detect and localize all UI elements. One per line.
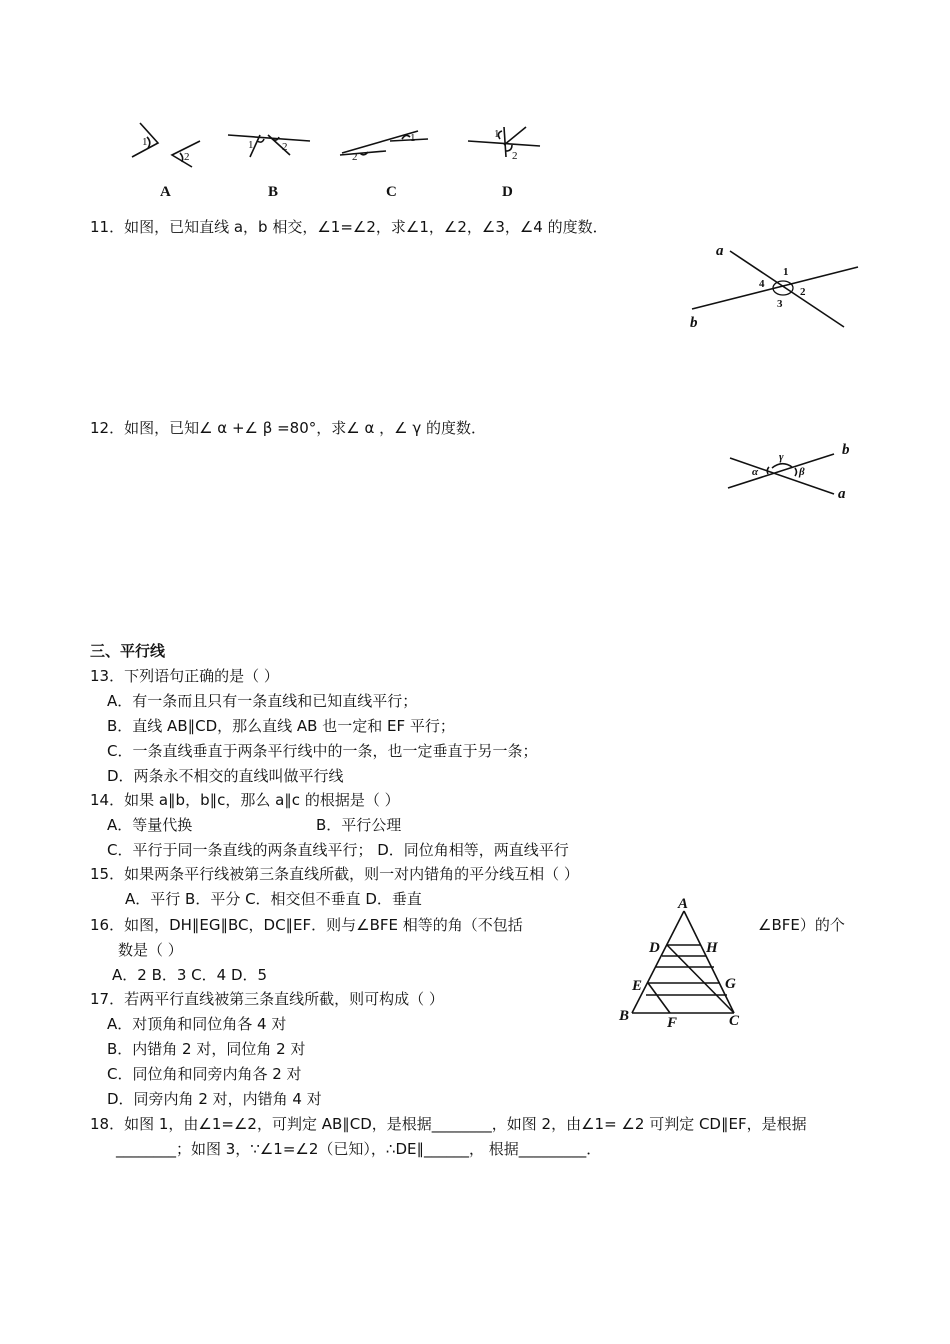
q12-label-b: b [842,442,850,458]
fig10-option-d-figure [468,127,540,200]
q16-label-b: B [619,1008,630,1024]
q12-angles-figure [722,438,862,503]
svg-text:2: 2 [282,141,288,153]
q13-option-a: A．有一条而且只有一条直线和已知直线平行； [107,692,418,710]
q13-option-c: C．一条直线垂直于两条平行线中的一条，也一定垂直于另一条； [107,742,538,760]
svg-text:1: 1 [783,266,789,278]
q14-option-b: B．平行公理 [316,816,402,834]
q12-label-a: a [838,486,846,502]
q16-label-a: A [678,896,689,912]
q15-stem: 15．如果两条平行线被第三条直线所截，则一对内错角的平分线互相（ ） [90,865,579,883]
svg-text:1: 1 [248,139,254,151]
svg-text:2: 2 [512,150,518,162]
q16-label-d: D [649,940,660,956]
q18-line1: 18．如图 1，由∠1=∠2，可判定 AB∥CD，是根据________，如图 2，由∠1= ∠2 可判定 CD∥EF，是根据 [90,1115,807,1133]
q11-text: 11．如图，已知直线 a，b 相交，∠1=∠2，求∠1，∠2，∠3，∠4 的度数． [90,218,608,236]
svg-text:4: 4 [759,278,765,290]
q11-label-a: a [716,243,724,259]
fig10-label-a: A [160,184,171,200]
q16-line1-end: ∠BFE）的个 [758,916,845,934]
q14-option-a: A．等量代换 [107,816,193,834]
q14-options-cd: C．平行于同一条直线的两条直线平行； D．同位角相等，两直线平行 [107,841,569,859]
q11-intersecting-lines-figure [680,235,870,340]
q13-option-b: B．直线 AB∥CD，那么直线 AB 也一定和 EF 平行； [107,717,455,735]
q16-triangle-figure [612,895,772,1030]
svg-text:1: 1 [494,128,500,140]
q17-option-a: A．对顶角和同位角各 4 对 [107,1015,287,1033]
fig10-options-diagram [120,115,560,205]
svg-text:2: 2 [352,151,358,163]
svg-text:3: 3 [777,298,783,310]
svg-text:2: 2 [800,286,806,298]
q11-label-b: b [690,315,698,331]
q17-option-b: B．内错角 2 对，同位角 2 对 [107,1040,306,1058]
svg-text:1: 1 [142,136,148,148]
q12-label-alpha: α [752,466,759,478]
q15-options: A．平行 B．平分 C．相交但不垂直 D．垂直 [125,890,422,908]
svg-text:1: 1 [410,132,416,144]
q16-label-e: E [632,978,643,994]
q17-option-d: D．同旁内角 2 对，内错角 4 对 [107,1090,322,1108]
q16-label-h: H [706,940,718,956]
q13-stem: 13．下列语句正确的是（ ） [90,667,279,685]
q16-label-c: C [729,1013,740,1029]
q12-label-beta: β [799,466,805,478]
q16-line1: 16．如图，DH∥EG∥BC，DC∥EF．则与∠BFE 相等的角（不包括 [90,916,523,934]
q16-label-f: F [667,1015,678,1031]
q17-option-c: C．同位角和同旁内角各 2 对 [107,1065,302,1083]
svg-text:2: 2 [184,151,190,163]
q13-option-d: D．两条永不相交的直线叫做平行线 [107,767,344,785]
q16-line2: 数是（ ） [118,941,183,959]
fig10-option-b-figure [228,135,310,200]
q18-line2: ________；如图 3，∵∠1=∠2（已知），∴DE∥______， 根据_________． [116,1140,602,1158]
fig10-label-c: C [386,184,397,200]
fig10-option-a-figure [132,123,200,200]
q14-stem: 14．如果 a∥b，b∥c，那么 a∥c 的根据是（ ） [90,791,400,809]
section-title: 三、平行线 [90,642,166,660]
q12-text: 12．如图，已知∠ α +∠ β =80°，求∠ α ，∠ γ 的度数． [90,419,486,437]
q17-stem: 17．若两平行直线被第三条直线所截，则可构成（ ） [90,990,444,1008]
fig10-label-b: B [268,184,279,200]
fig10-option-c-figure [340,131,428,200]
q16-options: A．2 B．3 C．4 D．5 [112,966,268,984]
q16-label-g: G [725,976,736,992]
fig10-label-d: D [502,184,513,200]
q12-label-gamma: γ [779,451,784,463]
